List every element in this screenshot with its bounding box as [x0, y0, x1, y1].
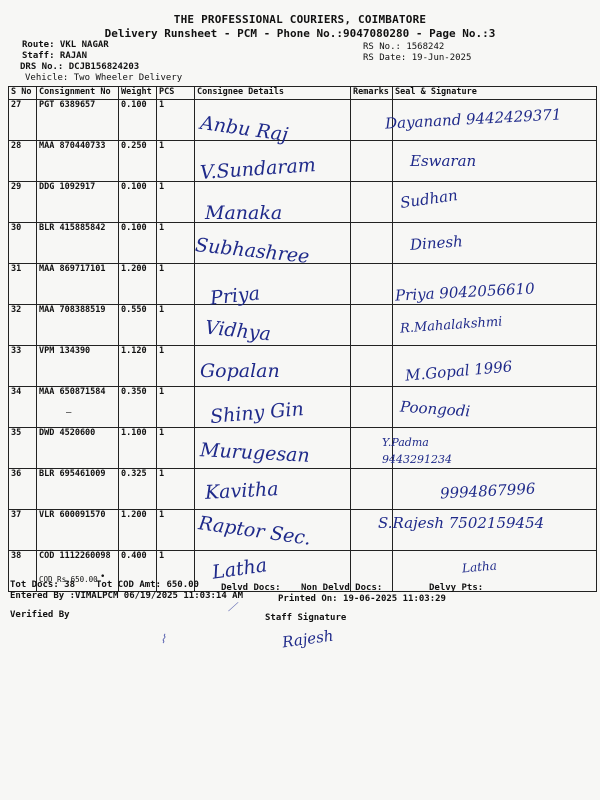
staff-signature-label: Staff Signature	[265, 613, 347, 623]
consignment-number: COD 1112260098	[39, 551, 111, 561]
cell-sno: 32	[9, 305, 37, 346]
handwritten-consignee: Vidhya	[204, 316, 272, 346]
cell-sno: 38	[9, 551, 37, 592]
cell-pcs: 1	[157, 387, 195, 428]
vehicle: Vehicle: Two Wheeler Delivery	[25, 73, 183, 83]
cell-weight: 1.120	[119, 346, 157, 387]
rs-date: RS Date: 19-Jun-2025	[363, 53, 472, 63]
cell-sno: 33	[9, 346, 37, 387]
cell-remarks	[351, 387, 393, 428]
dash-mark: •	[100, 572, 106, 582]
printed-on: Printed On: 19-06-2025 11:03:29	[278, 594, 446, 604]
cell-sno: 35	[9, 428, 37, 469]
handwritten-consignee: Latha	[210, 554, 269, 584]
handwritten-signature: Y.Padma 9443291234	[382, 436, 452, 466]
cell-sno: 31	[9, 264, 37, 305]
col-remarks: Remarks	[351, 87, 393, 100]
cell-weight: 0.100	[119, 223, 157, 264]
total-docs: Tot Docs: 38	[10, 580, 76, 590]
cell-weight: 1.200	[119, 264, 157, 305]
cell-pcs: 1	[157, 182, 195, 223]
handwritten-consignee: Gopalan	[200, 360, 280, 382]
drs-number: DRS No.: DCJB156824203	[20, 62, 140, 72]
cell-sno: 37	[9, 510, 37, 551]
cell-weight: 0.100	[119, 100, 157, 141]
staff: Staff: RAJAN	[22, 51, 88, 61]
dash-mark: —	[66, 408, 72, 418]
col-weight: Weight	[119, 87, 157, 100]
col-consignee: Consignee Details	[195, 87, 351, 100]
cell-pcs: 1	[157, 305, 195, 346]
handwritten-signature: Eswaran	[410, 152, 477, 170]
col-pcs: PCS	[157, 87, 195, 100]
handwritten-consignee: Subhashree	[194, 234, 311, 268]
cell-weight: 0.250	[119, 141, 157, 182]
handwritten-consignee: Manaka	[205, 202, 283, 224]
handwritten-signature: Dinesh	[409, 232, 464, 254]
cell-weight: 0.325	[119, 469, 157, 510]
handwritten-signature: Poongodi	[399, 397, 471, 421]
handwritten-consignee: Murugesan	[199, 439, 311, 467]
cell-sno: 29	[9, 182, 37, 223]
cell-pcs: 1	[157, 510, 195, 551]
cell-consignment: MAA 708388519	[37, 305, 119, 346]
cell-remarks	[351, 223, 393, 264]
handwritten-signature: Priya 9042056610	[394, 279, 536, 305]
entered-by: Entered By :VIMALPCM 06/19/2025 11:03:14 AM	[10, 591, 243, 601]
cell-consignment: DWD 4520600	[37, 428, 119, 469]
verifier-signature: Rajesh	[280, 626, 335, 652]
runsheet-title: Delivery Runsheet - PCM - Phone No.:9047080280 - Page No.:3	[104, 27, 496, 40]
handwritten-consignee: Kavitha	[204, 478, 280, 504]
delivered-docs: Delvd Docs:	[221, 583, 281, 593]
col-consignment: Consignment No	[37, 87, 119, 100]
rs-number: RS No.: 1568242	[363, 42, 445, 52]
cell-sno: 27	[9, 100, 37, 141]
cell-remarks	[351, 182, 393, 223]
handwritten-consignee: V.Sundaram	[199, 153, 317, 185]
table-row	[9, 182, 597, 223]
handwritten-consignee: Priya	[208, 282, 262, 310]
cell-consignment: PGT 6389657	[37, 100, 119, 141]
cell-remarks	[351, 264, 393, 305]
cell-pcs: 1	[157, 100, 195, 141]
cell-sno: 30	[9, 223, 37, 264]
pen-stroke-mark: ⌇	[160, 632, 166, 646]
cell-sno: 28	[9, 141, 37, 182]
cell-remarks	[351, 346, 393, 387]
non-delivered-docs: Non Delvd Docs:	[301, 583, 383, 593]
cell-consignment: MAA 870440733	[37, 141, 119, 182]
delivery-points: Delvy Pts:	[429, 583, 484, 593]
cell-sno: 34	[9, 387, 37, 428]
cod-amount-note: COD Rs.650.00	[39, 575, 98, 584]
cell-sno: 36	[9, 469, 37, 510]
cell-pcs: 1	[157, 346, 195, 387]
cell-consignment: VPM 134390	[37, 346, 119, 387]
cell-weight: 0.350	[119, 387, 157, 428]
cell-pcs: 1	[157, 141, 195, 182]
cell-consignment: MAA 869717101	[37, 264, 119, 305]
cell-pcs: 1	[157, 428, 195, 469]
handwritten-signature: S.Rajesh 7502159454	[378, 514, 545, 532]
handwritten-signature: Dayanand 9442429371	[384, 105, 562, 133]
verified-by: Verified By	[10, 610, 70, 620]
cell-pcs: 1	[157, 223, 195, 264]
cell-weight: 1.100	[119, 428, 157, 469]
cell-remarks	[351, 305, 393, 346]
table-header-row	[9, 87, 597, 100]
col-seal: Seal & Signature	[393, 87, 597, 100]
handwritten-consignee: Raptor Sec.	[197, 512, 313, 550]
cell-pcs: 1	[157, 551, 195, 592]
total-cod-amount: Tot COD Amt: 650.00	[96, 580, 199, 590]
col-sno: S No	[9, 87, 37, 100]
handwritten-signature: Sudhan	[399, 186, 459, 212]
route: Route: VKL NAGAR	[22, 40, 109, 50]
cell-consignment: DDG 1092917	[37, 182, 119, 223]
cell-weight: 0.400	[119, 551, 157, 592]
handwritten-signature: 9994867996	[439, 479, 536, 503]
cell-remarks	[351, 469, 393, 510]
handwritten-signature: R.Mahalakshmi	[399, 314, 503, 337]
cell-consignment: MAA 650871584	[37, 387, 119, 428]
pen-stroke-mark: ⟋	[228, 600, 237, 614]
cell-weight: 1.200	[119, 510, 157, 551]
cell-consignment: VLR 600091570	[37, 510, 119, 551]
handwritten-consignee: Shiny Gin	[209, 397, 305, 429]
cell-pcs: 1	[157, 264, 195, 305]
company-name: THE PROFESSIONAL COURIERS, COIMBATORE	[173, 13, 427, 26]
cell-pcs: 1	[157, 469, 195, 510]
handwritten-consignee: Anbu Raj	[198, 111, 290, 147]
handwritten-signature: Latha	[461, 558, 498, 576]
table-row	[9, 305, 597, 346]
cell-consignment: BLR 415885842	[37, 223, 119, 264]
top-stamp-mark	[480, 0, 590, 8]
cell-remarks	[351, 141, 393, 182]
cell-consignment: BLR 695461009	[37, 469, 119, 510]
cell-weight: 0.550	[119, 305, 157, 346]
handwritten-signature: M.Gopal 1996	[404, 357, 514, 385]
cell-weight: 0.100	[119, 182, 157, 223]
